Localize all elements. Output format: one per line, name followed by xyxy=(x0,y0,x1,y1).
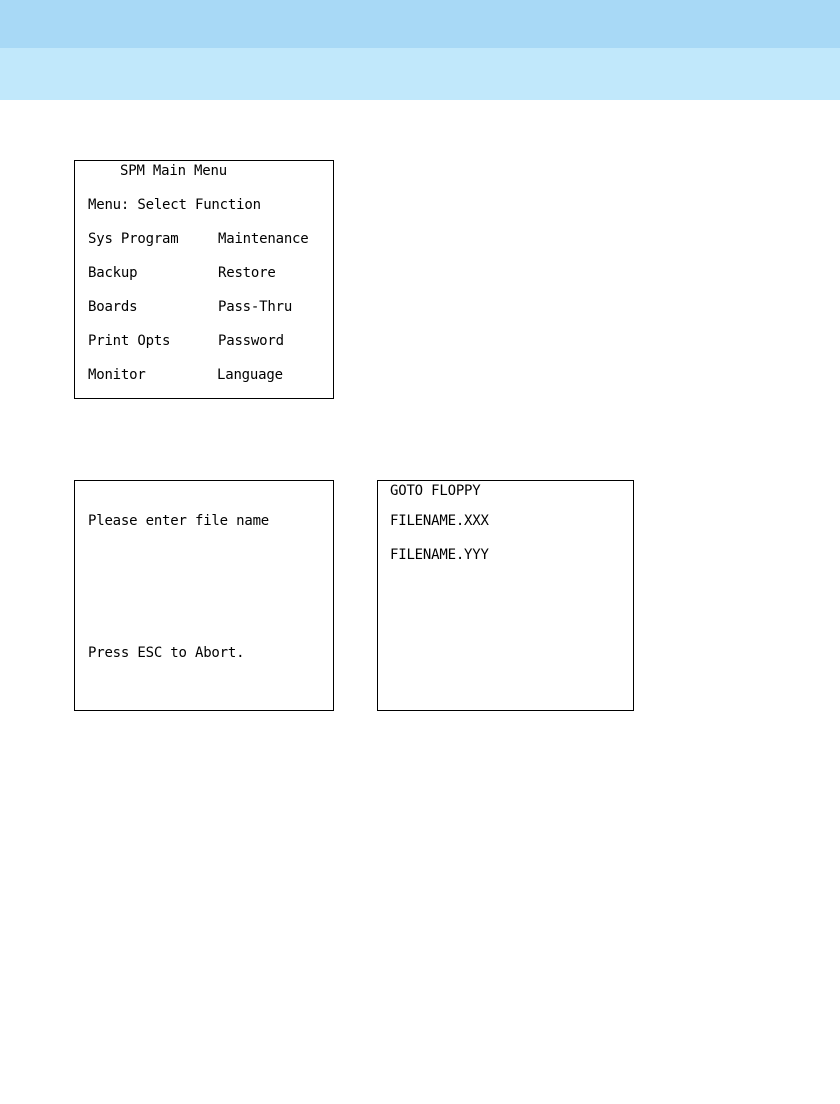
header-band-top xyxy=(0,0,840,48)
file-list-item[interactable]: FILENAME.XXX xyxy=(390,513,489,529)
file-name-prompt: Please enter file name xyxy=(88,513,270,529)
menu-item-language[interactable]: Language xyxy=(217,367,283,383)
spm-main-menu-screen xyxy=(74,160,334,399)
main-menu-prompt: Menu: Select Function xyxy=(88,197,261,213)
abort-hint: Press ESC to Abort. xyxy=(88,645,245,661)
floppy-title: GOTO FLOPPY xyxy=(390,483,481,499)
header-band-bottom xyxy=(0,48,840,100)
menu-item-print-opts[interactable]: Print Opts xyxy=(88,333,171,349)
menu-item-pass-thru[interactable]: Pass-Thru xyxy=(218,299,293,315)
file-name-prompt-screen xyxy=(74,480,334,711)
menu-item-backup[interactable]: Backup xyxy=(88,265,138,281)
main-menu-title: SPM Main Menu xyxy=(120,163,227,179)
menu-item-monitor[interactable]: Monitor xyxy=(88,367,146,383)
file-list-item[interactable]: FILENAME.YYY xyxy=(390,547,489,563)
menu-item-password[interactable]: Password xyxy=(218,333,284,349)
menu-item-maintenance[interactable]: Maintenance xyxy=(218,231,309,247)
menu-item-boards[interactable]: Boards xyxy=(88,299,138,315)
menu-item-sys-program[interactable]: Sys Program xyxy=(88,231,179,247)
menu-item-restore[interactable]: Restore xyxy=(218,265,276,281)
goto-floppy-screen xyxy=(377,480,634,711)
